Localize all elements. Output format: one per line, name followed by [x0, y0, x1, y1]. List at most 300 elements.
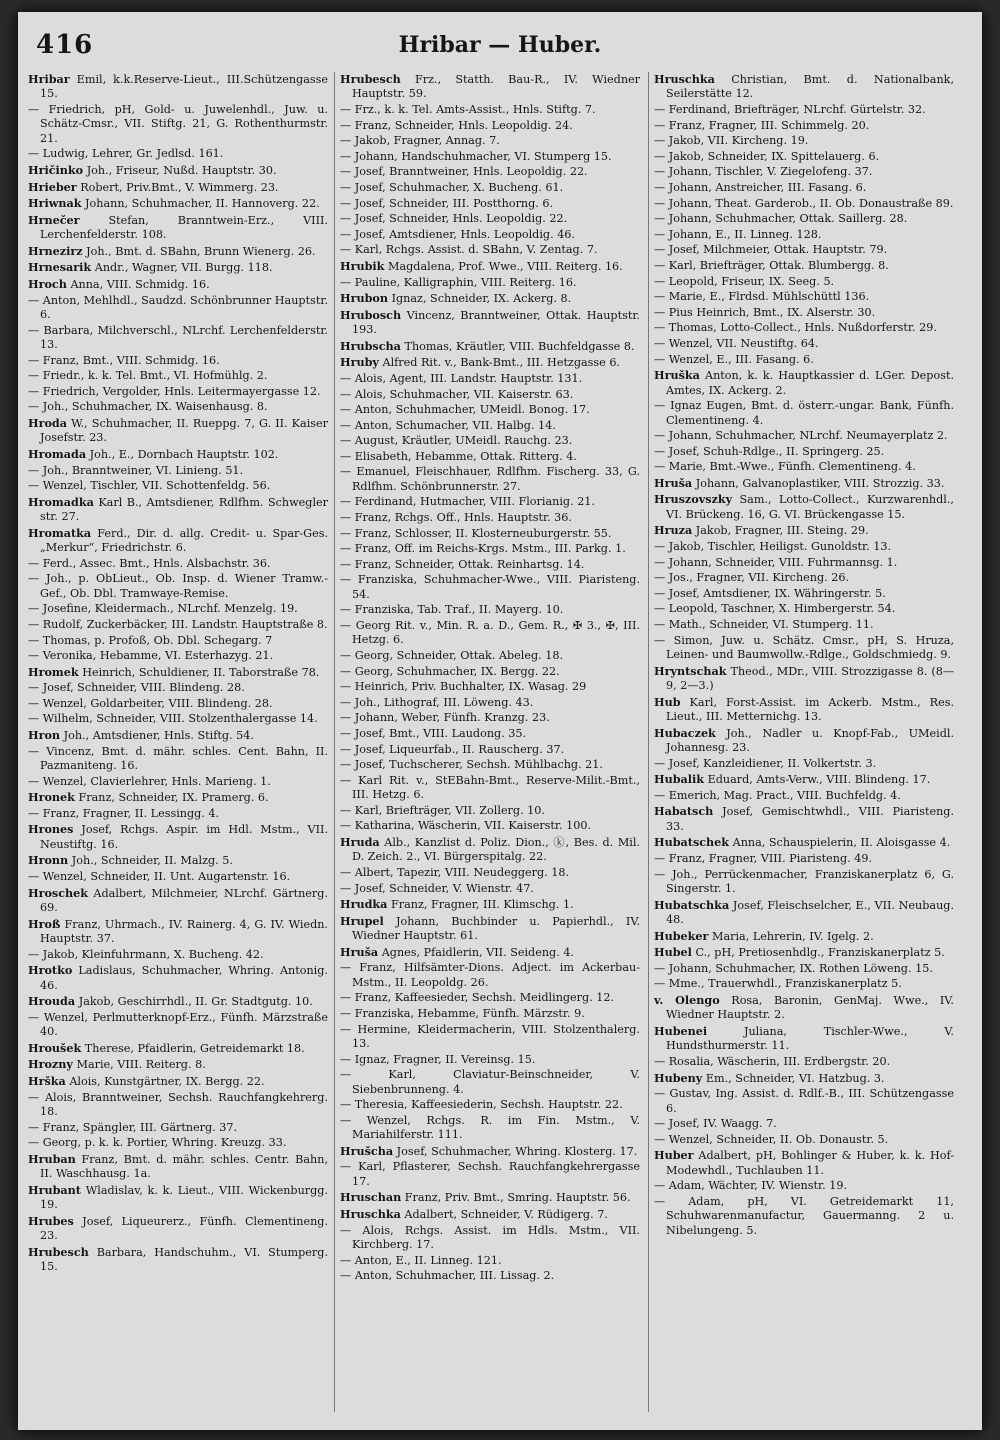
entry-text: — Karl, Briefträger, Ottak. Blumbergg. 8.: [654, 258, 889, 272]
entry-text: — Franziska, Tab. Traf., II. Mayerg. 10.: [340, 603, 564, 617]
entry-text: — Wenzel, E., III. Fasang. 6.: [654, 352, 814, 366]
directory-entry: [28, 1214, 328, 1244]
entry-surname: Hruša: [340, 944, 379, 959]
directory-entry: [340, 558, 640, 572]
entry-text: Johann, Galvanoplastiker, VIII. Strozzig. 33.: [695, 476, 945, 490]
entry-text: Jakob, Geschirrhdl., II. Gr. Stadtgutg. 10.: [78, 995, 313, 1009]
directory-entry: [654, 1148, 954, 1178]
entry-text: — Josef, Tuchscherer, Sechsh. Mühlbachg. 21.: [340, 758, 603, 772]
entry-text: Johann, Buchbinder u. Papierhdl., IV. Wiedner Hauptstr. 61.: [352, 914, 640, 943]
column-divider: [334, 72, 335, 1412]
entry-text: Anna, Schauspielerin, II. Aloisgasse 4.: [732, 836, 951, 850]
entry-surname: Hromada: [28, 446, 87, 461]
entry-text: — Franz, Rchgs. Off., Hnls. Hauptstr. 36.: [340, 511, 572, 525]
directory-entry: [654, 523, 954, 538]
entry-text: — Wenzel, Tischler, VII. Schottenfeldg. 56.: [28, 479, 271, 493]
entry-surname: Hubeker: [654, 928, 709, 943]
entry-text: Frz., Statth. Bau-R., IV. Wiedner Hauptstr. 59.: [352, 73, 640, 101]
entry-text: — Jos., Fragner, VII. Kircheng. 26.: [654, 571, 850, 585]
directory-entry: [28, 526, 328, 556]
entry-text: — Adam, pH, VI. Getreidemarkt 11, Schuhwarenmanufactur, Gauermanng. 2 u. Nibelungeng. 5.: [654, 1194, 954, 1237]
entry-text: Emil, k.k.Reserve-Lieut., III.Schützengasse 15.: [40, 73, 328, 101]
directory-entry: [28, 147, 328, 161]
entry-text: — Josef, Branntweiner, Hnls. Leopoldig. 22.: [340, 165, 588, 179]
entry-text: Em., Schneider, VI. Hatzbug. 3.: [705, 1071, 885, 1085]
entry-text: — Wilhelm, Schneider, VIII. Stolzenthalergasse 14.: [28, 712, 318, 726]
directory-entry: [28, 697, 328, 711]
entry-surname: Hroch: [28, 276, 67, 291]
entry-text: — Johann, Weber, Fünfh. Kranzg. 23.: [340, 711, 550, 725]
entry-text: Magdalena, Prof. Wwe., VIII. Reiterg. 16.: [388, 259, 623, 273]
directory-entry: [28, 745, 328, 774]
entry-text: Stefan, Branntwein-Erz., VIII. Lerchenfelderstr. 108.: [40, 213, 328, 242]
directory-entry: [28, 464, 328, 478]
directory-entry: [28, 1183, 328, 1213]
entry-text: Josef, Liqueurerz., Fünfh. Clementineng. 23.: [40, 1214, 328, 1243]
directory-entry: [340, 308, 640, 338]
directory-entry: [28, 180, 328, 195]
directory-entry: [28, 1136, 328, 1150]
entry-text: — Josef, Amtsdiener, Hnls. Leopoldig. 46.: [340, 227, 575, 241]
entry-text: — Franz, Kaffeesieder, Sechsh. Meidlingerg. 12.: [340, 991, 615, 1005]
directory-entry: [654, 757, 954, 771]
entry-text: — Karl, Claviatur-Beinschneider, V. Siebenbrunneng. 4.: [340, 1068, 640, 1096]
directory-entry: [340, 1254, 640, 1268]
entry-text: — Josef, Schuh-Rdlge., II. Springerg. 25.: [654, 444, 885, 458]
entry-text: Robert, Priv.Bmt., V. Wimmerg. 23.: [80, 180, 279, 194]
directory-entry: [28, 681, 328, 695]
entry-text: — Friedr., k. k. Tel. Bmt., VI. Hofmühlg. 2.: [28, 369, 268, 383]
directory-entry: [654, 868, 954, 897]
entry-surname: Hriwnak: [28, 196, 82, 211]
entry-text: Christian, Bmt. d. Nationalbank, Seilerstätte 12.: [666, 73, 954, 101]
entry-text: Heinrich, Schuldiener, II. Taborstraße 78.: [82, 665, 320, 679]
entry-surname: v. Olengo: [654, 992, 720, 1007]
entry-text: — Heinrich, Priv. Buchhalter, IX. Wasag. 29: [340, 680, 587, 694]
directory-entry: [340, 835, 640, 865]
entry-text: Rosa, Baronin, GenMaj. Wwe., IV. Wiedner Hauptstr. 2.: [666, 993, 954, 1022]
directory-entry: [340, 388, 640, 402]
directory-entry: [340, 696, 640, 710]
entry-text: — Anton, Mehlhdl., Saudzd. Schönbrunner Hauptstr. 6.: [28, 293, 328, 321]
entry-text: Joh., Bmt. d. SBahn, Brunn Wienerg. 26.: [86, 244, 316, 258]
entry-text: — Franz, Bmt., VIII. Schmidg. 16.: [28, 353, 220, 367]
entry-text: — Frz., k. k. Tel. Amts-Assist., Hnls. Stiftg. 7.: [340, 103, 596, 116]
directory-entry: [654, 399, 954, 428]
entry-text: — Franz, Fragner, III. Schimmelg. 20.: [654, 118, 870, 132]
directory-entry: [340, 603, 640, 617]
entry-text: — Jakob, VII. Kircheng. 19.: [654, 134, 809, 148]
entry-text: — Simon, Juw. u. Schätz. Cmsr., pH, S. Hruza, Leinen- und Baumwollw.-Rdlge., Goldschmiedg. 9.: [654, 633, 954, 662]
entry-text: — Josef, Amtsdiener, IX. Währingerstr. 5.: [654, 586, 886, 600]
directory-entry: [654, 1195, 954, 1238]
directory-entry: [340, 573, 640, 602]
entry-text: — Johann, Anstreicher, III. Fasang. 6.: [654, 180, 867, 194]
entry-text: Maria, Lehrerin, IV. Igelg. 2.: [711, 929, 874, 943]
entry-text: Ladislaus, Schuhmacher, Whring. Antonig. 46.: [40, 964, 328, 992]
directory-entry: [340, 882, 640, 896]
directory-entry: [340, 774, 640, 803]
entry-text: Franz, Priv. Bmt., Smring. Hauptstr. 56.: [404, 1191, 631, 1205]
entry-text: Juliana, Tischler-Wwe., V. Hundsthurmerstr. 11.: [666, 1024, 954, 1053]
entry-text: Agnes, Pfaidlerin, VII. Seideng. 4.: [381, 945, 574, 959]
directory-entry: [654, 212, 954, 226]
entry-text: — Ferdinand, Hutmacher, VIII. Florianig. 21.: [340, 495, 595, 509]
directory-entry: [654, 445, 954, 459]
entry-text: Ignaz, Schneider, IX. Ackerg. 8.: [391, 292, 572, 306]
directory-entry: [28, 447, 328, 462]
entry-text: Franz, Uhrmach., IV. Rainerg. 4, G. IV. Wiedn. Hauptstr. 37.: [40, 917, 328, 946]
entry-text: — Marie, Bmt.-Wwe., Fünfh. Clementineng. 4.: [654, 460, 916, 474]
entry-text: — Wenzel, Rchgs. R. im Fin. Mstm., V. Mariahilferstr. 111.: [340, 1113, 640, 1142]
directory-entry: [654, 1087, 954, 1116]
directory-entry: [28, 728, 328, 743]
entry-text: — Rudolf, Zuckerbäcker, III. Landstr. Hauptstraße 8.: [28, 617, 328, 631]
directory-entry: [28, 1091, 328, 1120]
entry-text: — Wenzel, Goldarbeiter, VIII. Blindeng. 28.: [28, 696, 273, 710]
entry-column-3: [654, 72, 954, 1422]
entry-text: — Josef, Schneider, VIII. Blindeng. 28.: [28, 681, 245, 695]
directory-entry: [654, 835, 954, 850]
directory-page: [18, 12, 982, 1430]
directory-entry: [654, 540, 954, 554]
directory-entry: [28, 400, 328, 414]
directory-entry: [654, 804, 954, 834]
directory-entry: [28, 213, 328, 243]
entry-text: Joh., Friseur, Nußd. Hauptstr. 30.: [86, 164, 277, 177]
directory-entry: [654, 72, 954, 102]
directory-entry: [654, 150, 954, 164]
directory-entry: [654, 571, 954, 585]
entry-text: Anton, k. k. Hauptkassier d. LGer. Depost. Amtes, IX. Ackerg. 2.: [666, 369, 954, 397]
entry-surname: Hubel: [654, 945, 692, 960]
directory-entry: [28, 244, 328, 259]
directory-entry: [340, 355, 640, 370]
entry-surname: Hruby: [340, 355, 379, 370]
entry-text: — Josef, Schuhmacher, X. Bucheng. 61.: [340, 180, 564, 194]
directory-entry: [28, 557, 328, 571]
entry-text: — Josef, Kanzleidiener, II. Volkertstr. 3.: [654, 756, 877, 770]
directory-entry: [654, 772, 954, 787]
entry-surname: Hronek: [28, 790, 75, 805]
entry-text: — Ignaz Eugen, Bmt. d. österr.-ungar. Bank, Fünfh. Clementineng. 4.: [654, 399, 954, 427]
directory-entry: [654, 929, 954, 944]
entry-text: — Georg Rit. v., Min. R. a. D., Gem. R., ✠ 3., ✠, III. Hetzg. 6.: [340, 619, 640, 647]
directory-entry: [340, 119, 640, 133]
directory-entry: [340, 165, 640, 179]
directory-entry: [654, 852, 954, 866]
entry-text: — Joh., p. ObLieut., Ob. Insp. d. Wiener Tramw.-Gef., Ob. Dbl. Tramwaye-Remise.: [28, 572, 328, 600]
directory-entry: [28, 822, 328, 852]
entry-text: — Johann, Schuhmacher, NLrchf. Neumayerplatz 2.: [654, 429, 948, 443]
directory-entry: [28, 479, 328, 493]
directory-entry: [28, 963, 328, 993]
directory-entry: [340, 1269, 640, 1283]
directory-entry: [340, 291, 640, 306]
entry-text: Joh., E., Dornbach Hauptstr. 102.: [89, 447, 279, 461]
entry-text: — Johann, Tischler, V. Ziegelofeng. 37.: [654, 165, 873, 179]
directory-entry: [654, 664, 954, 694]
entry-surname: Hrozny: [28, 1057, 73, 1072]
directory-entry: [28, 416, 328, 446]
entry-surname: Huber: [654, 1148, 694, 1163]
directory-entry: [654, 602, 954, 616]
entry-text: Josef, Fleischselcher, E., VII. Neubaug. 48.: [666, 898, 954, 926]
entry-surname: Hrubesch: [340, 72, 401, 86]
directory-entry: [28, 294, 328, 323]
entry-text: — Georg, Schneider, Ottak. Abeleg. 18.: [340, 649, 564, 663]
directory-entry: [340, 665, 640, 679]
directory-entry: [28, 196, 328, 211]
entry-surname: Hrnečer: [28, 212, 80, 227]
entry-text: — Ferd., Assec. Bmt., Hnls. Alsbachstr. 36.: [28, 556, 271, 570]
entry-surname: Hrubant: [28, 1182, 81, 1197]
entry-text: Josef, Schuhmacher, Whring. Klosterg. 17.: [396, 1144, 638, 1158]
entry-text: — Jakob, Schneider, IX. Spittelauerg. 6.: [654, 149, 880, 163]
entry-surname: Hrotko: [28, 963, 73, 978]
directory-entry: [654, 634, 954, 663]
entry-text: — Jakob, Kleinfuhrmann, X. Bucheng. 42.: [28, 947, 264, 961]
directory-entry: [340, 372, 640, 386]
directory-entry: [654, 119, 954, 133]
entry-text: — Vincenz, Bmt. d. mähr. schles. Cent. Bahn, II. Pazmaniteng. 16.: [28, 744, 328, 773]
entry-text: — Josef, Schneider, Hnls. Leopoldig. 22.: [340, 212, 568, 226]
directory-entry: [340, 339, 640, 354]
entry-surname: Hroschek: [28, 885, 89, 900]
entry-text: — Jakob, Fragner, Annag. 7.: [340, 134, 500, 148]
directory-entry: [28, 1011, 328, 1040]
directory-entry: [340, 542, 640, 556]
entry-surname: Hrubon: [340, 291, 389, 306]
directory-entry: [654, 1024, 954, 1054]
entry-surname: Hubeny: [654, 1070, 703, 1085]
entry-text: — Anton, E., II. Linneg. 121.: [340, 1253, 502, 1267]
directory-entry: [28, 886, 328, 916]
directory-entry: [654, 337, 954, 351]
entry-text: — Franz, Spängler, III. Gärtnerg. 37.: [28, 1120, 238, 1134]
entry-text: — Karl Rit. v., StEBahn-Bmt., Reserve-Milit.-Bmt., III. Hetzg. 6.: [340, 773, 640, 802]
entry-surname: Hrušcha: [340, 1143, 394, 1158]
entry-text: — Hermine, Kleidermacherin, VIII. Stolzenthalerg. 13.: [340, 1022, 640, 1050]
entry-text: Franz, Fragner, III. Klimschg. 1.: [390, 898, 574, 912]
entry-text: — Johann, Theat. Garderob., II. Ob. Donaustraße 89.: [654, 196, 954, 210]
entry-text: Alb., Kanzlist d. Poliz. Dion., ⓚ, Bes. d. Mil. D. Zeich. 2., VI. Bürgerspitalg. 22.: [352, 835, 640, 864]
directory-entry: [654, 556, 954, 570]
directory-entry: [340, 1144, 640, 1159]
entry-surname: Hruša: [654, 475, 693, 490]
entry-text: Anna, VIII. Schmidg. 16.: [70, 277, 210, 291]
directory-entry: [340, 1160, 640, 1189]
entry-text: — Alois, Agent, III. Landstr. Hauptstr. 131.: [340, 371, 583, 385]
directory-entry: [28, 948, 328, 962]
entry-text: — Ferdinand, Briefträger, NLrchf. Gürtelstr. 32.: [654, 103, 926, 116]
directory-entry: [28, 495, 328, 525]
entry-text: — Pius Heinrich, Bmt., IX. Alserstr. 30.: [654, 305, 876, 319]
entry-text: — Franz, Schneider, Hnls. Leopoldig. 24.: [340, 118, 573, 132]
entry-surname: Hrubik: [340, 258, 385, 273]
directory-entry: [28, 1152, 328, 1182]
entry-text: Andr., Wagner, VII. Burgg. 118.: [94, 261, 273, 275]
directory-entry: [340, 228, 640, 242]
directory-entry: [654, 368, 954, 398]
entry-text: Theod., MDr., VIII. Strozzigasse 8. (8—9, 2—3.): [666, 664, 954, 693]
directory-entry: [340, 465, 640, 494]
page-number: 416: [36, 30, 94, 60]
entry-text: — Thomas, p. Profoß, Ob. Dbl. Schegarg. 7: [28, 633, 273, 647]
directory-entry: [28, 103, 328, 146]
directory-entry: [28, 1041, 328, 1056]
directory-entry: [654, 306, 954, 320]
directory-entry: [340, 150, 640, 164]
entry-text: — Josefine, Kleidermach., NLrchf. Menzelg. 19.: [28, 602, 298, 616]
entry-surname: Hrouda: [28, 994, 76, 1009]
directory-entry: [340, 897, 640, 912]
entry-text: Barbara, Handschuhm., VI. Stumperg. 15.: [40, 1245, 328, 1274]
directory-entry: [654, 165, 954, 179]
entry-surname: Hryntschak: [654, 663, 727, 678]
directory-entry: [654, 275, 954, 289]
directory-entry: [340, 276, 640, 290]
entry-text: — Ludwig, Lehrer, Gr. Jedlsd. 161.: [28, 147, 224, 161]
directory-entry: [340, 1098, 640, 1112]
directory-entry: [28, 649, 328, 663]
entry-text: — Adam, Wächter, IV. Wienstr. 19.: [654, 1179, 848, 1193]
entry-text: — Josef, Liqueurfab., II. Rauscherg. 37.: [340, 742, 565, 756]
entry-surname: Hruška: [654, 368, 700, 383]
entry-text: Adalbert, Milchmeier, NLrchf. Gärtnerg. 69.: [40, 886, 328, 915]
entry-surname: Hrubesch: [28, 1244, 89, 1259]
directory-entry: [340, 804, 640, 818]
entry-text: — Karl, Rchgs. Assist. d. SBahn, V. Zentag. 7.: [340, 243, 598, 257]
directory-entry: [654, 977, 954, 991]
entry-surname: Hrnezirz: [28, 243, 83, 258]
entry-surname: Hruschka: [340, 1206, 401, 1221]
entry-surname: Hruda: [340, 834, 380, 849]
entry-text: — Franz, Hilfsämter-Dions. Adject. im Ackerbau-Mstm., II. Leopoldg. 26.: [340, 961, 640, 989]
directory-entry: [28, 618, 328, 632]
directory-entry: [340, 758, 640, 772]
entry-surname: Hubaczek: [654, 725, 716, 740]
entry-surname: Hromadka: [28, 494, 94, 509]
directory-entry: [654, 103, 954, 117]
directory-entry: [654, 429, 954, 443]
entry-text: — Josef, Schneider, III. Postthorng. 6.: [340, 196, 554, 210]
entry-text: — Franz, Off. im Reichs-Krgs. Mstm., III. Parkg. 1.: [340, 542, 626, 556]
directory-entry: [340, 945, 640, 960]
entry-text: — Franziska, Schuhmacher-Wwe., VIII. Piaristeng. 54.: [340, 573, 640, 601]
entry-text: — Mme., Trauerwhdl., Franziskanerplatz 5.: [654, 977, 902, 991]
directory-entry: [654, 321, 954, 335]
entry-text: Therese, Pfaidlerin, Getreidemarkt 18.: [84, 1041, 305, 1055]
entry-text: — Johann, Schneider, VIII. Fuhrmannsg. 1.: [654, 555, 898, 569]
directory-entry: [340, 914, 640, 944]
entry-text: — Georg, p. k. k. Portier, Whring. Kreuzg. 33.: [28, 1136, 287, 1150]
directory-entry: [28, 163, 328, 178]
entry-text: Ferd., Dir. d. allg. Credit- u. Spar-Ges. „Merkur“, Friedrichstr. 6.: [40, 526, 328, 555]
directory-entry: [28, 870, 328, 884]
directory-entry: [28, 1121, 328, 1135]
entry-text: — Johann, E., II. Linneg. 128.: [654, 227, 822, 241]
entry-surname: Hron: [28, 728, 61, 743]
directory-entry: [28, 665, 328, 680]
entry-text: — Friedrich, Vergolder, Hnls. Leitermayergasse 12.: [28, 384, 321, 398]
directory-entry: [654, 228, 954, 242]
entry-text: — Josef, IV. Waagg. 7.: [654, 1117, 777, 1131]
entry-surname: Hubatschek: [654, 835, 730, 850]
directory-entry: [654, 353, 954, 367]
directory-entry: [28, 1074, 328, 1089]
entry-surname: Hričinko: [28, 163, 84, 177]
directory-entry: [654, 1133, 954, 1147]
directory-entry: [28, 853, 328, 868]
entry-text: Marie, VIII. Reiterg. 8.: [76, 1058, 206, 1072]
entry-text: — Elisabeth, Hebamme, Ottak. Ritterg. 4.: [340, 449, 577, 463]
entry-surname: Hromatka: [28, 525, 92, 540]
directory-entry: [654, 1179, 954, 1193]
entry-surname: Hrška: [28, 1074, 66, 1088]
directory-entry: [28, 354, 328, 368]
entry-text: — Leopold, Taschner, X. Himbergerstr. 54.: [654, 602, 896, 616]
directory-entry: [340, 619, 640, 648]
entry-text: — Johann, Schuhmacher, Ottak. Saillerg. 28.: [654, 212, 908, 226]
entry-text: — Franziska, Hebamme, Fünfh. Märzstr. 9.: [340, 1006, 585, 1020]
directory-entry: [340, 259, 640, 274]
entry-surname: Hub: [654, 694, 681, 709]
directory-entry: [340, 649, 640, 663]
entry-text: Wladislav, k. k. Lieut., VIII. Wickenburgg. 19.: [40, 1183, 328, 1212]
directory-entry: [28, 277, 328, 292]
directory-entry: [340, 743, 640, 757]
entry-surname: Hruschan: [340, 1190, 402, 1205]
entry-text: — Wenzel, VII. Neustiftg. 64.: [654, 336, 819, 350]
entry-surname: Hrubscha: [340, 338, 401, 353]
entry-text: — Karl, Briefträger, VII. Zollerg. 10.: [340, 803, 545, 817]
entry-text: — Karl, Pflasterer, Sechsh. Rauchfangkehrergasse 17.: [340, 1160, 640, 1188]
entry-text: — Emerich, Mag. Pract., VIII. Buchfeldg. 4.: [654, 788, 901, 802]
entry-text: Adalbert, pH, Bohlinger & Huber, k. k. Hof-Modewhdl., Tuchlauben 11.: [666, 1149, 954, 1177]
directory-entry: [340, 434, 640, 448]
directory-entry: [340, 1224, 640, 1253]
directory-entry: [340, 181, 640, 195]
directory-entry: [340, 197, 640, 211]
entry-text: — Barbara, Milchverschl., NLrchf. Lerchenfelderstr. 13.: [28, 323, 328, 351]
directory-entry: [654, 259, 954, 273]
entry-surname: Hrudka: [340, 897, 388, 912]
directory-entry: [654, 993, 954, 1023]
entry-text: Joh., Nadler u. Knopf-Fab., UMeidl. Johannesg. 23.: [666, 726, 954, 755]
directory-entry: [654, 789, 954, 803]
entry-surname: Hronn: [28, 853, 69, 868]
directory-entry: [340, 961, 640, 990]
directory-entry: [340, 1053, 640, 1067]
directory-entry: [28, 807, 328, 821]
entry-text: Eduard, Amts-Verw., VIII. Blindeng. 17.: [707, 773, 931, 787]
directory-entry: [654, 181, 954, 195]
directory-entry: [28, 917, 328, 947]
entry-text: — Joh., Perrückenmacher, Franziskanerplatz 6, G. Singerstr. 1.: [654, 867, 954, 895]
entry-text: Alfred Rit. v., Bank-Bmt., III. Hetzgasse 6.: [382, 356, 620, 370]
entry-text: Vincenz, Branntweiner, Ottak. Hauptstr. 193.: [352, 308, 640, 337]
entry-text: — Emanuel, Fleischhauer, Rdlfhm. Fischerg. 33, G. Rdlfhm. Schönbrunnerstr. 27.: [340, 465, 640, 493]
directory-entry: [340, 403, 640, 417]
entry-text: — Ignaz, Fragner, II. Vereinsg. 15.: [340, 1052, 536, 1066]
directory-entry: [340, 72, 640, 102]
entry-surname: Habatsch: [654, 804, 714, 819]
directory-entry: [28, 72, 328, 102]
directory-entry: [340, 819, 640, 833]
entry-text: — Thomas, Lotto-Collect., Hnls. Nußdorferstr. 29.: [654, 321, 937, 335]
entry-text: Karl B., Amtsdiener, Rdlfhm. Schwegler str. 27.: [40, 495, 328, 524]
